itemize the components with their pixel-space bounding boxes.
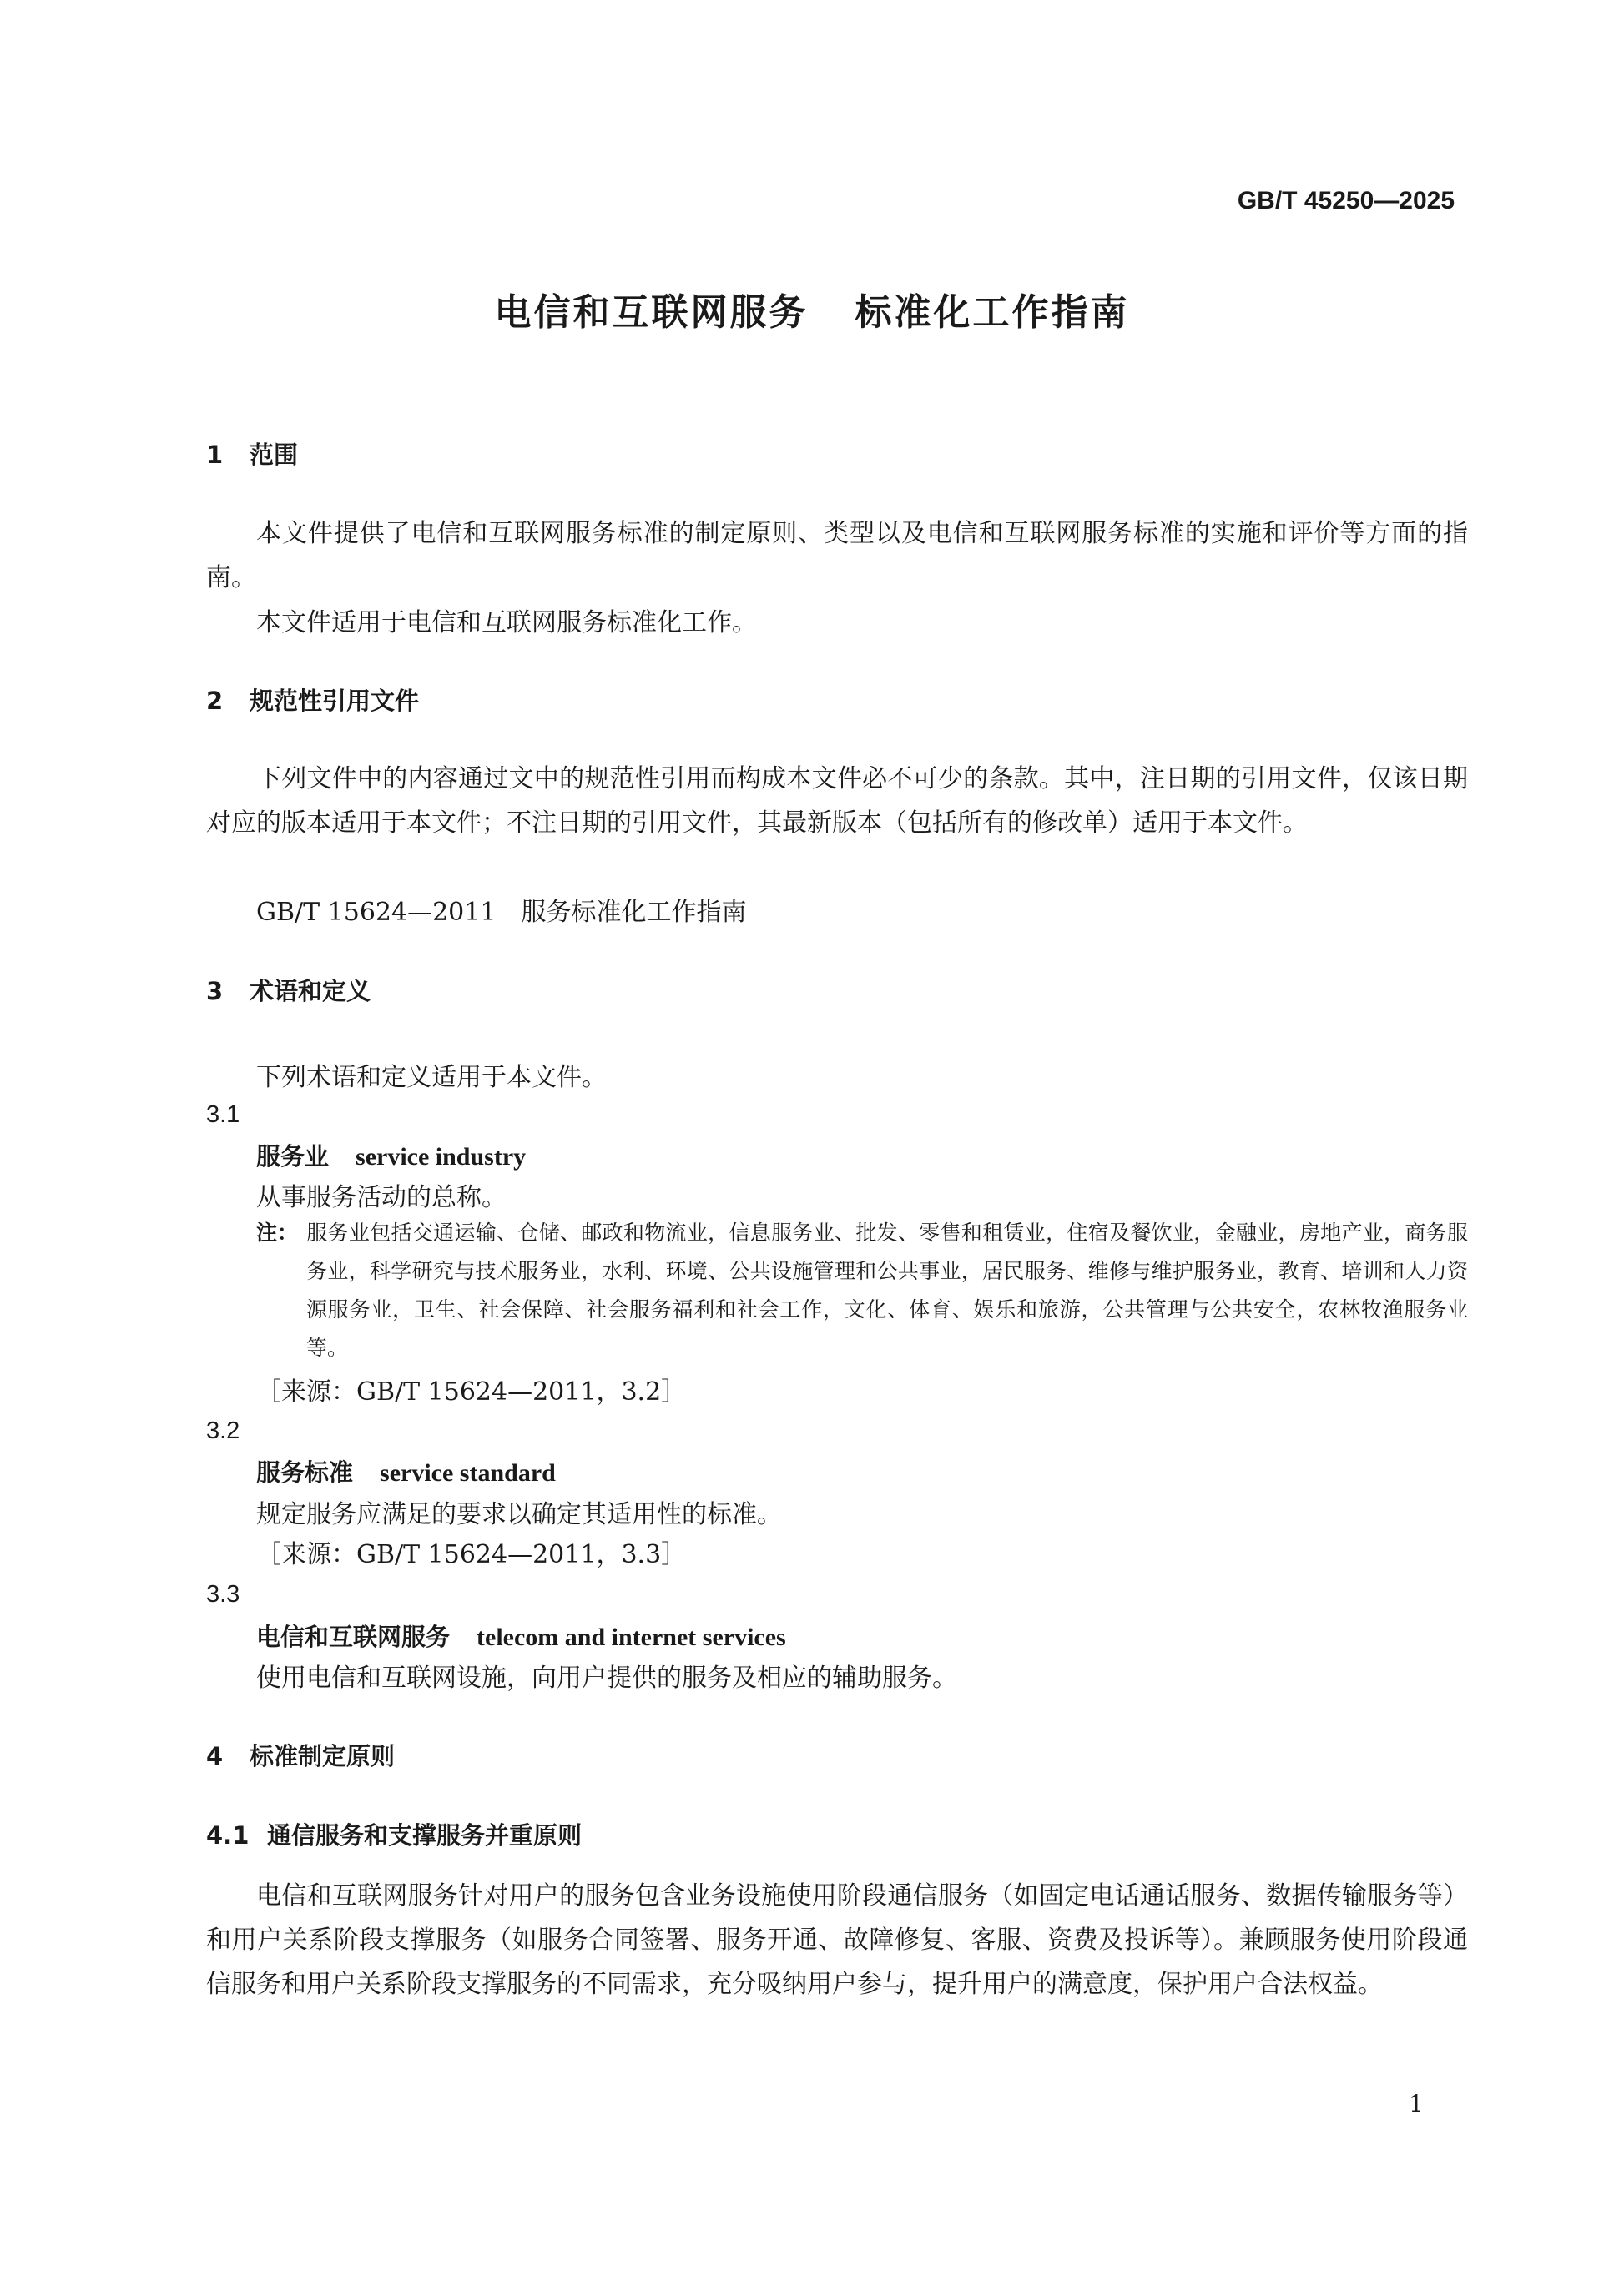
term-chinese: 服务业 <box>256 1142 330 1171</box>
term-entry-telecom-internet-services <box>256 1619 786 1653</box>
section-title: 术语和定义 <box>250 977 371 1005</box>
note-label: 注： <box>256 1221 299 1245</box>
section-2-paragraph-1: 下列文件中的内容通过文中的规范性引用而构成本文件必不可少的条款。其中，注日期的引用文件，仅该日期对应的版本适用于本文件；不注日期的引用文件，其最新版本（包括所有的修改单）适用于本文件。 <box>206 764 1468 838</box>
section-4-heading <box>206 1738 395 1772</box>
term-entry-service-standard <box>256 1454 556 1488</box>
term-definition: 使用电信和互联网设施，向用户提供的服务及相应的辅助服务。 <box>256 1664 957 1693</box>
section-number: 4.1 <box>206 1821 250 1850</box>
section-1-heading <box>206 436 298 471</box>
term-number: 3.2 <box>206 1417 240 1444</box>
document-title <box>0 282 1624 335</box>
title-part-1: 电信和互联网服务 <box>494 291 809 334</box>
term-number: 3.1 <box>206 1101 240 1128</box>
term-chinese: 电信和互联网服务 <box>256 1623 451 1651</box>
standard-code: GB/T 45250—2025 <box>1237 187 1455 214</box>
page-number: 1 <box>1409 2090 1424 2117</box>
section-title: 标准制定原则 <box>250 1742 396 1770</box>
section-2-heading <box>206 682 419 717</box>
term-chinese: 服务标准 <box>256 1458 354 1487</box>
section-number: 1 <box>206 441 224 469</box>
term-number: 3.3 <box>206 1581 240 1608</box>
term-english: service standard <box>380 1459 556 1487</box>
term-english: service industry <box>356 1143 527 1171</box>
normative-reference: GB/T 15624—2011 服务标准化工作指南 <box>256 898 747 927</box>
section-title: 通信服务和支撑服务并重原则 <box>267 1821 583 1850</box>
term-english: telecom and internet services <box>477 1624 786 1651</box>
section-number: 2 <box>206 687 224 715</box>
section-4-1-paragraph-1: 电信和互联网服务针对用户的服务包含业务设施使用阶段通信服务（如固定电话通话服务、数据传输服务等）和用户关系阶段支撑服务（如服务合同签署、服务开通、故障修复、客服、资费及投诉等）。兼顾服务使用阶段通信服务和用户关系阶段支撑服务的不同需求，充分吸纳用户参与，提升用户的满意度，保护用户合法权益。 <box>206 1881 1468 1999</box>
section-1-paragraph-1: 本文件提供了电信和互联网服务标准的制定原则、类型以及电信和互联网服务标准的实施和评价等方面的指南。 <box>206 519 1468 592</box>
terms-intro: 下列术语和定义适用于本文件。 <box>256 1063 607 1092</box>
section-1-paragraph-2: 本文件适用于电信和互联网服务标准化工作。 <box>256 608 757 637</box>
note-text: 服务业包括交通运输、仓储、邮政和物流业，信息服务业、批发、零售和租赁业，住宿及餐饮业，金融业，房地产业，商务服务业，科学研究与技术服务业，水利、环境、公共设施管理和公共事业，居民服务、维修与维护服务业，教育、培训和人力资源服务业，卫生、社会保障、社会服务福利和社会工作，文化、体育、娱乐和旅游，公共管理与公共安全，农林牧渔服务业等。 <box>306 1221 1468 1360</box>
term-definition: 规定服务应满足的要求以确定其适用性的标准。 <box>256 1500 782 1529</box>
term-source: ［来源：GB/T 15624—2011，3.2］ <box>256 1377 687 1407</box>
section-title: 范围 <box>250 441 299 469</box>
section-number: 3 <box>206 977 224 1005</box>
section-4-1-heading <box>206 1817 582 1851</box>
section-number: 4 <box>206 1742 224 1770</box>
section-3-heading <box>206 973 371 1007</box>
term-note <box>256 1214 1468 1367</box>
term-definition: 从事服务活动的总称。 <box>256 1183 507 1212</box>
term-source: ［来源：GB/T 15624—2011，3.3］ <box>256 1540 687 1569</box>
title-part-2: 标准化工作指南 <box>855 291 1130 334</box>
term-entry-service-industry <box>256 1138 526 1172</box>
section-title: 规范性引用文件 <box>250 687 420 715</box>
